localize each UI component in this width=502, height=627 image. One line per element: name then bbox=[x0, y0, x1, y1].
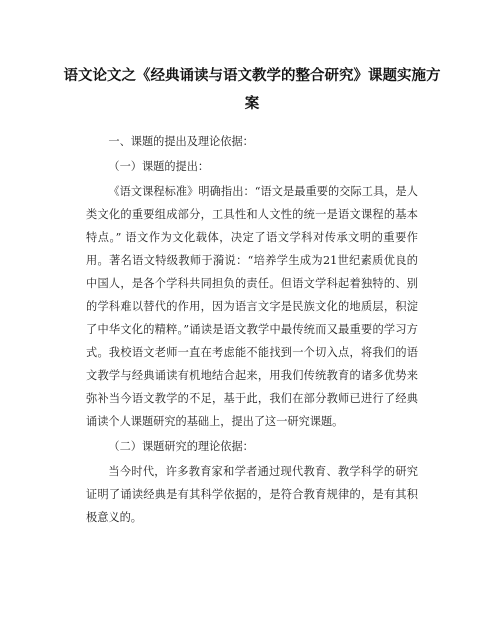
document-body bbox=[86, 130, 418, 531]
paragraph-2: 当今时代，许多教育家和学者通过现代教育、教学科学的研究证明了诵读经典是有其科学依据的，是符合教育规律的，是有其积极意义的。 bbox=[86, 465, 418, 524]
subsection-heading-2: （二）课题研究的理论依据： bbox=[108, 440, 254, 453]
paragraph-1: 《语文课程标准》明确指出：“语文是最重要的交际工具，是人类文化的重要组成部分，工具性和人文性的统一是语文课程的基本特点。” 语文作为文化载体，决定了语文学科对传承文明的重要作用。著名语文特级教师于漪说：“培养学生成为21世纪素质优良的中国人，是各个学科共同担负的责任。但语文学科起着独特的、别的学科难以替代的作用，因为语言文字是民族文化的地质层，积淀了中华文化的精粹。”诵读是语文教学中最传统而又最重要的学习方式。我校语文老师一直在考虑能不能找到一个切入点，将我们的语文教学与经典诵读有机地结合起来，用我们传统教育的诸多优势来弥补当今语文教学的不足，基于此，我们在部分教师已进行了经典诵读个人课题研究的基础上，提出了这一研究课题。 bbox=[86, 185, 418, 428]
section-heading-1: 一、课题的提出及理论依据： bbox=[108, 135, 254, 148]
document-title: 语文论文之《经典诵读与语文教学的整合研究》课题实施方案 bbox=[63, 68, 441, 112]
subsection-heading-1: （一）课题的提出： bbox=[108, 160, 210, 173]
